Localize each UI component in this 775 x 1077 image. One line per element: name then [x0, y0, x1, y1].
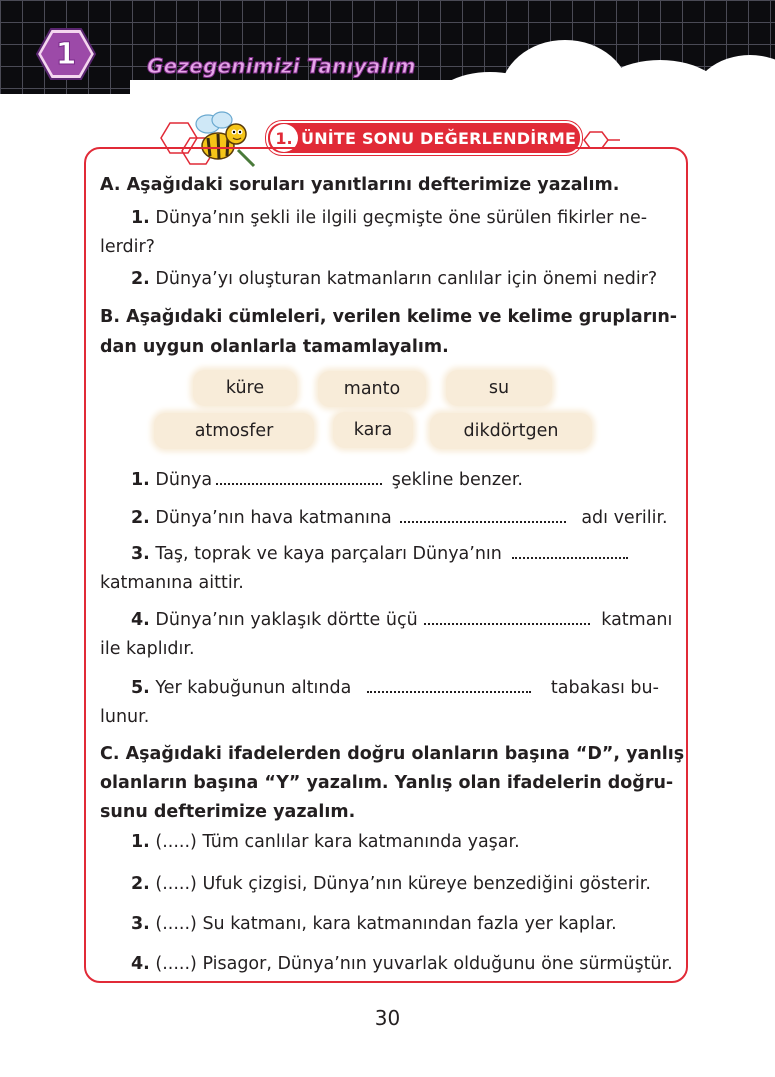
sentence-number: 1. [131, 470, 150, 490]
word-chip: atmosfer [154, 413, 314, 449]
sentence-text: katmanı [601, 610, 673, 630]
answer-blank: (.....) [155, 832, 197, 852]
statement-number: 2. [131, 874, 150, 894]
unit-title: Gezegenimizi Tanıyalım [147, 54, 416, 78]
sentence-b3 [131, 543, 632, 565]
section-c-heading-line3: sunu defterimize yazalım. [100, 802, 356, 822]
sentence-b3-cont: katmanına aittir. [100, 573, 244, 593]
statement-number: 4. [131, 954, 150, 974]
section-c-heading-line2: olanların başına “Y” yazalım. Yanlış olan ifadelerin doğru- [100, 773, 674, 793]
question-a1-cont: lerdir? [100, 237, 155, 257]
word-chip: manto [318, 371, 426, 407]
word-chip: kara [333, 412, 413, 448]
banner-number: 1. [270, 124, 298, 152]
statement-c1 [131, 831, 520, 853]
sentence-b4-cont: ile kaplıdır. [100, 639, 195, 659]
page-number: 30 [374, 1006, 401, 1030]
section-b-heading-line2: dan uygun olanlarla tamamlayalım. [100, 337, 449, 357]
cloud-base [130, 80, 775, 110]
answer-blank: (.....) [155, 874, 197, 894]
sentence-text: Dünya [155, 470, 213, 490]
sentence-text: tabakası bu- [550, 678, 659, 698]
word-chip: dikdörtgen [430, 413, 592, 449]
unit-number: 1 [55, 36, 77, 72]
statement-number: 3. [131, 914, 150, 934]
sentence-text: Dünya’nın yaklaşık dörtte üçü [155, 610, 418, 630]
statement-c4 [131, 953, 673, 975]
word-chip: su [446, 370, 552, 406]
sentence-text: Taş, toprak ve kaya parçaları Dünya’nın [155, 544, 502, 564]
sentence-text: Yer kabuğunun altında [155, 678, 352, 698]
sentence-b1 [131, 469, 523, 491]
question-text: Dünya’yı oluşturan katmanların canlılar için önemi nedir? [155, 269, 658, 289]
banner-title: ÜNİTE SONU DEĞERLENDİRME [301, 129, 577, 148]
sentence-b2 [131, 507, 668, 529]
section-a-heading: A. Aşağıdaki soruları yanıtlarını defterimize yazalım. [100, 175, 620, 195]
statement-c2 [131, 873, 651, 895]
statement-text: Pisagor, Dünya’nın yuvarlak olduğunu öne sürmüştür. [202, 954, 673, 974]
question-number: 1. [131, 208, 150, 228]
sentence-b5 [131, 677, 659, 699]
question-number: 2. [131, 269, 150, 289]
fill-blank [512, 543, 628, 559]
sentence-text: şekline benzer. [391, 470, 523, 490]
sentence-number: 2. [131, 508, 150, 528]
section-c-heading-line1: C. Aşağıdaki ifadelerden doğru olanların başına “D”, yanlış [100, 744, 685, 764]
fill-blank [400, 507, 566, 523]
question-a2 [131, 268, 657, 290]
word-chip: küre [193, 370, 297, 406]
statement-text: Su katmanı, kara katmanından fazla yer kaplar. [202, 914, 617, 934]
question-a1 [131, 207, 647, 229]
sentence-text: Dünya’nın hava katmanına [155, 508, 392, 528]
fill-blank [424, 609, 590, 625]
answer-blank: (.....) [155, 914, 197, 934]
sentence-text: adı verilir. [581, 508, 668, 528]
sentence-number: 3. [131, 544, 150, 564]
answer-blank: (.....) [155, 954, 197, 974]
sentence-number: 5. [131, 678, 150, 698]
fill-blank [216, 469, 382, 485]
sentence-b5-cont: lunur. [100, 707, 150, 727]
statement-c3 [131, 913, 617, 935]
statement-text: Ufuk çizgisi, Dünya’nın küreye benzediğini gösterir. [202, 874, 651, 894]
statement-number: 1. [131, 832, 150, 852]
fill-blank [367, 677, 531, 693]
sentence-number: 4. [131, 610, 150, 630]
statement-text: Tüm canlılar kara katmanında yaşar. [202, 832, 520, 852]
section-b-heading-line1: B. Aşağıdaki cümleleri, verilen kelime ve kelime grupların- [100, 307, 678, 327]
sentence-b4 [131, 609, 672, 631]
question-text: Dünya’nın şekli ile ilgili geçmişte öne sürülen fikirler ne- [155, 208, 648, 228]
